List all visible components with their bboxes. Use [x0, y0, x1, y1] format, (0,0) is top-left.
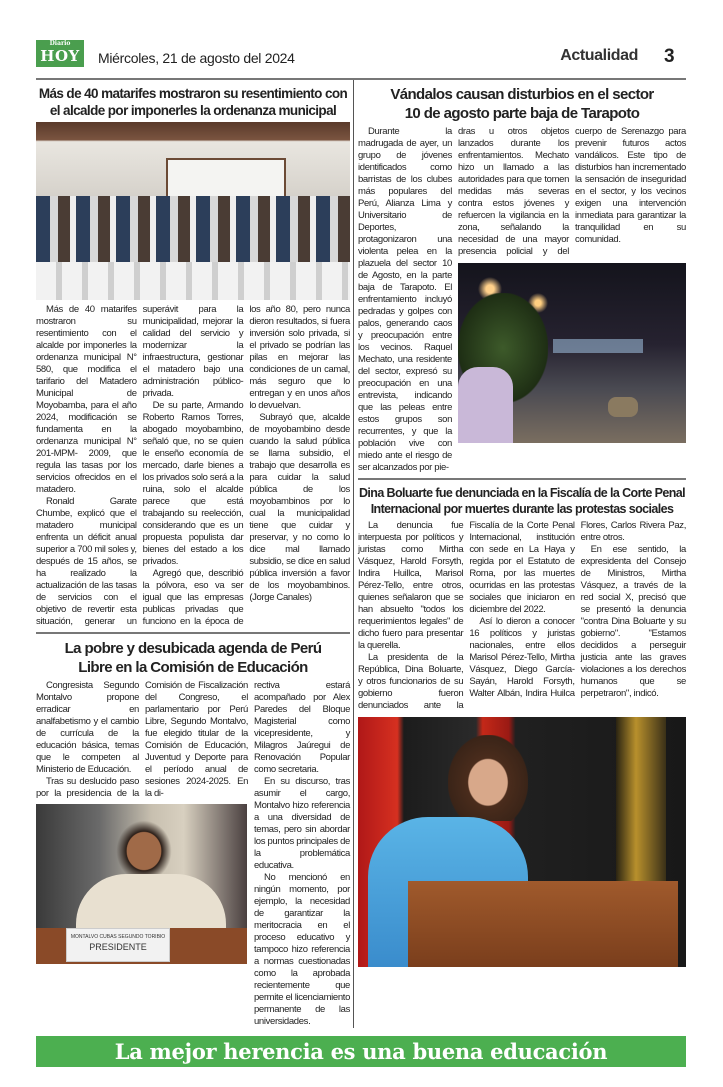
headline: Dina Boluarte fue denunciada en la Fiscalía de la Corte Penal Internacional por muertes durante las protestas sociales [358, 486, 685, 516]
paragraph: En su discurso, tras asumir el cargo, Montalvo hizo referencia a una diversidad de temas, pero sin abordar los puntos principales de la problemática educativa. [254, 776, 350, 871]
matarifes-body [36, 304, 350, 628]
paragraph: Así lo dieron a conocer 16 políticos y juristas nacionales, entre ellos Marisol Pérez-Tello, Mirtha Vásquez, Diego García- Sayán, Harold Forsyth, Walter Albán, Indira Huilca Flores, Carlos Rivera Paz, entre otros. [469, 520, 686, 699]
window [166, 158, 286, 200]
paragraph: Congresista Segundo Montalvo propone erradicar en analfabetismo y el cambio de currícula de la educación básica, temas que le competen al Ministerio de Educación. [36, 680, 139, 775]
speaker-head [448, 735, 528, 821]
paragraph: Tras su deslucido paso por la presidencia de la Comisión de Fiscalización del Congreso, el parlamentario por Perú Libre, Segundo Montalvo, fue elegido titular de la Comisión de Educación, Juventud y Deporte para el período anual de sesiones 2024-2025. En la di- [36, 680, 248, 799]
paragraph: La denuncia fue interpuesta por políticos y juristas como Mirtha Vásquez, Harold Forsyth, Indira Huillca, Marisol Pérez-Tello, entre otros, quienes señalaron que se han absuelto "todos los requerimientos legales" de dicho fuero para presentar la querella. [358, 520, 464, 651]
vandalos-body-col23 [458, 126, 686, 258]
page-number: 3 [664, 46, 675, 67]
nameplate-title: PRESIDENTE [89, 942, 147, 952]
right-column [353, 80, 686, 1028]
educacion-body-col12 [36, 680, 248, 800]
section-rule [36, 632, 350, 634]
diario-hoy-logo [36, 40, 84, 67]
paragraph: Agregó que, describió la pólvora, eso va ser igual que las empresas publicas privadas que funciono en la época de los año 80, pero nunca dieron resultados, si fuera inversión solo privada, si el privado se podrían las pilas en mejorar las condiciones de un camal, más seguro que lo entregan y en unos años lo devuelvan. [142, 304, 350, 627]
logo-big-text: HOY [40, 47, 80, 65]
matarifes-meeting-photo [36, 122, 350, 300]
audience [36, 196, 350, 262]
article-educacion [36, 639, 350, 1028]
vandalos-right-block [458, 126, 686, 474]
paragraph: dras u otros objetos lanzados durante los enfrentamientos. Mechato hizo un llamado a las autoridades para que tomen medidas más severas contra estos jóvenes y refuercen la vigilancia en la zona, señalando la necesidad de una mayor presencia policial y del cuerpo de Serenazgo para prevenir futuros actos vandálicos. Este tipo de disturbios han incrementado la sensación de inseguridad en el sector, y los vecinos exigen una intervención inmediata para garantizar la tranquilidad en su comunidad. [458, 126, 686, 257]
article-matarifes [36, 85, 350, 628]
paragraph: Más de 40 matarifes mostraron su resentimiento con el alcalde por imponerles la ordenanza municipal N° 580, que modifica el tarifario del Matadero Municipal de Moyobamba, para el año 2024, modificación se fundamenta en la ordenanza municipal N° 201-MPM- 2009, que regula las tasas por los servicios ofrecidos en el matadero. [36, 304, 137, 495]
paragraph: La presidenta de la República, Dina Boluarte, y otros funcionarios de su gobierno fueron denunciados ante la Fiscalía de la Corte Penal Internacional, institución con sede en La Haya y regida por el Estatuto de Roma, por las muertes ocurridas en las protestas sociales que iniciaron en diciembre del 2022. [358, 520, 575, 711]
section-name: Actualidad [560, 47, 638, 64]
montalvo-photo [36, 804, 247, 964]
distant-lights [553, 339, 643, 353]
boluarte-body [358, 520, 686, 712]
person-shirt [458, 367, 513, 443]
paragraph: De su parte, Armando Roberto Ramos Torres, abogado moyobambino, señaló que, no se quien le enseño economía de mercado, darle bienes a los privados solo será a la ruina, solo el alcalde parece que está trabajando su reelección, considerando que es un propuesta populista dar bienes del estado a los privados. [142, 400, 244, 567]
paragraph: rectiva estará acompañado por Alex Paredes del Bloque Magisterial como vicepresidente, y Milagros Jaúregui de Renovación Popular como secretaria. [254, 680, 350, 775]
headline: Vándalos causan disturbios en el sector 10 de agosto parte baja de Tarapoto [390, 86, 654, 122]
left-column [36, 80, 353, 1028]
nameplate-name: MONTALVO CUBAS SEGUNDO TORIBIO [70, 934, 166, 940]
logo-small-text: Diario [49, 40, 71, 47]
educacion-body-col3 [254, 680, 350, 1028]
main-content [36, 80, 686, 1028]
person-crouching [608, 397, 638, 417]
headline: La pobre y desubicada agenda de Perú Libre en la Comisión de Educación [64, 640, 322, 676]
vandalos-body-col1 [358, 126, 452, 474]
podium [408, 881, 678, 967]
chairs [36, 262, 350, 300]
paragraph: Subrayó que, alcalde de moyobambino desde cuando la salud pública se llama subsidio, el trabajo que desarrolla es para cuidar la salud pública de los moyobambinos por lo cual la municipalidad tiene que cuidar y preservar, y no como lo dice mal llamado subsidio, se dice en salud pública inversión a favor de los moyobambinos. (Jorge Canales) [249, 412, 350, 603]
paragraph: Durante la madrugada de ayer, un grupo de jóvenes identificados como barristas de los clubes más populares del Perú, Alianza Lima y Universitario de Deportes, protagonizaron una violenta pelea en la plazuela del sector 10 de Agosto, en la parte baja de Tarapoto. El enfrentamiento incluyó pedradas y golpes con palos, generando caos y preocupación entre los vecinos. Raquel Mechato, una residente del sector, expresó su preocupación en una entrevista, indicando que las peleas entre estos grupos son recurrentes, y que la población vive con miedo ante el riesgo de ser alcanzados por pie- [358, 126, 452, 473]
dina-boluarte-photo [358, 717, 686, 967]
section-rule [358, 478, 686, 480]
paragraph: Ronald Garate Chumbe, explicó que el matadero municipal enfrenta un déficit anual superior a 700 mil soles y, después de 15 años, se ha realizado la actualización de las tasas de servicios con el objetivo de revertir esta situación, generar un superávit para la municipalidad, mejorar la calidad del servicio y modernizar la infraestructura, gestionar el matadero bajo una administración público-privada. [36, 304, 244, 627]
article-vandalos [358, 85, 686, 474]
footer-slogan-banner: La mejor herencia es una buena educación [36, 1036, 686, 1067]
night-street-photo [458, 263, 686, 443]
educacion-left-block [36, 680, 248, 1028]
issue-date: Miércoles, 21 de agosto del 2024 [98, 50, 295, 66]
paragraph: No mencionó en ningún momento, por ejemplo, la necesidad de garantizar la meritocracia en el proceso educativo y tampoco hizo referencia a normas cuestionadas como la aprobada recientemente que permite el licenciamiento permanente de las universidades. [254, 872, 350, 1027]
educacion-layout [36, 680, 350, 1028]
nameplate [66, 928, 170, 962]
page-header [36, 40, 686, 80]
article-boluarte [358, 485, 686, 967]
vandalos-layout [358, 126, 686, 474]
paragraph: En ese sentido, la expresidenta del Consejo de Ministros, Mirtha Vásquez, a través de la red social X, precisó que se presentó la denuncia "contra Dina Boluarte y su gobierno". "Estamos decididos a perseguir justicia ante las graves violaciones a los derechos humanos que se perpetraron", indicó. [580, 544, 686, 699]
headline: Más de 40 matarifes mostraron su resentimiento con el alcalde por imponerles la ordenanza municipal [38, 86, 348, 118]
